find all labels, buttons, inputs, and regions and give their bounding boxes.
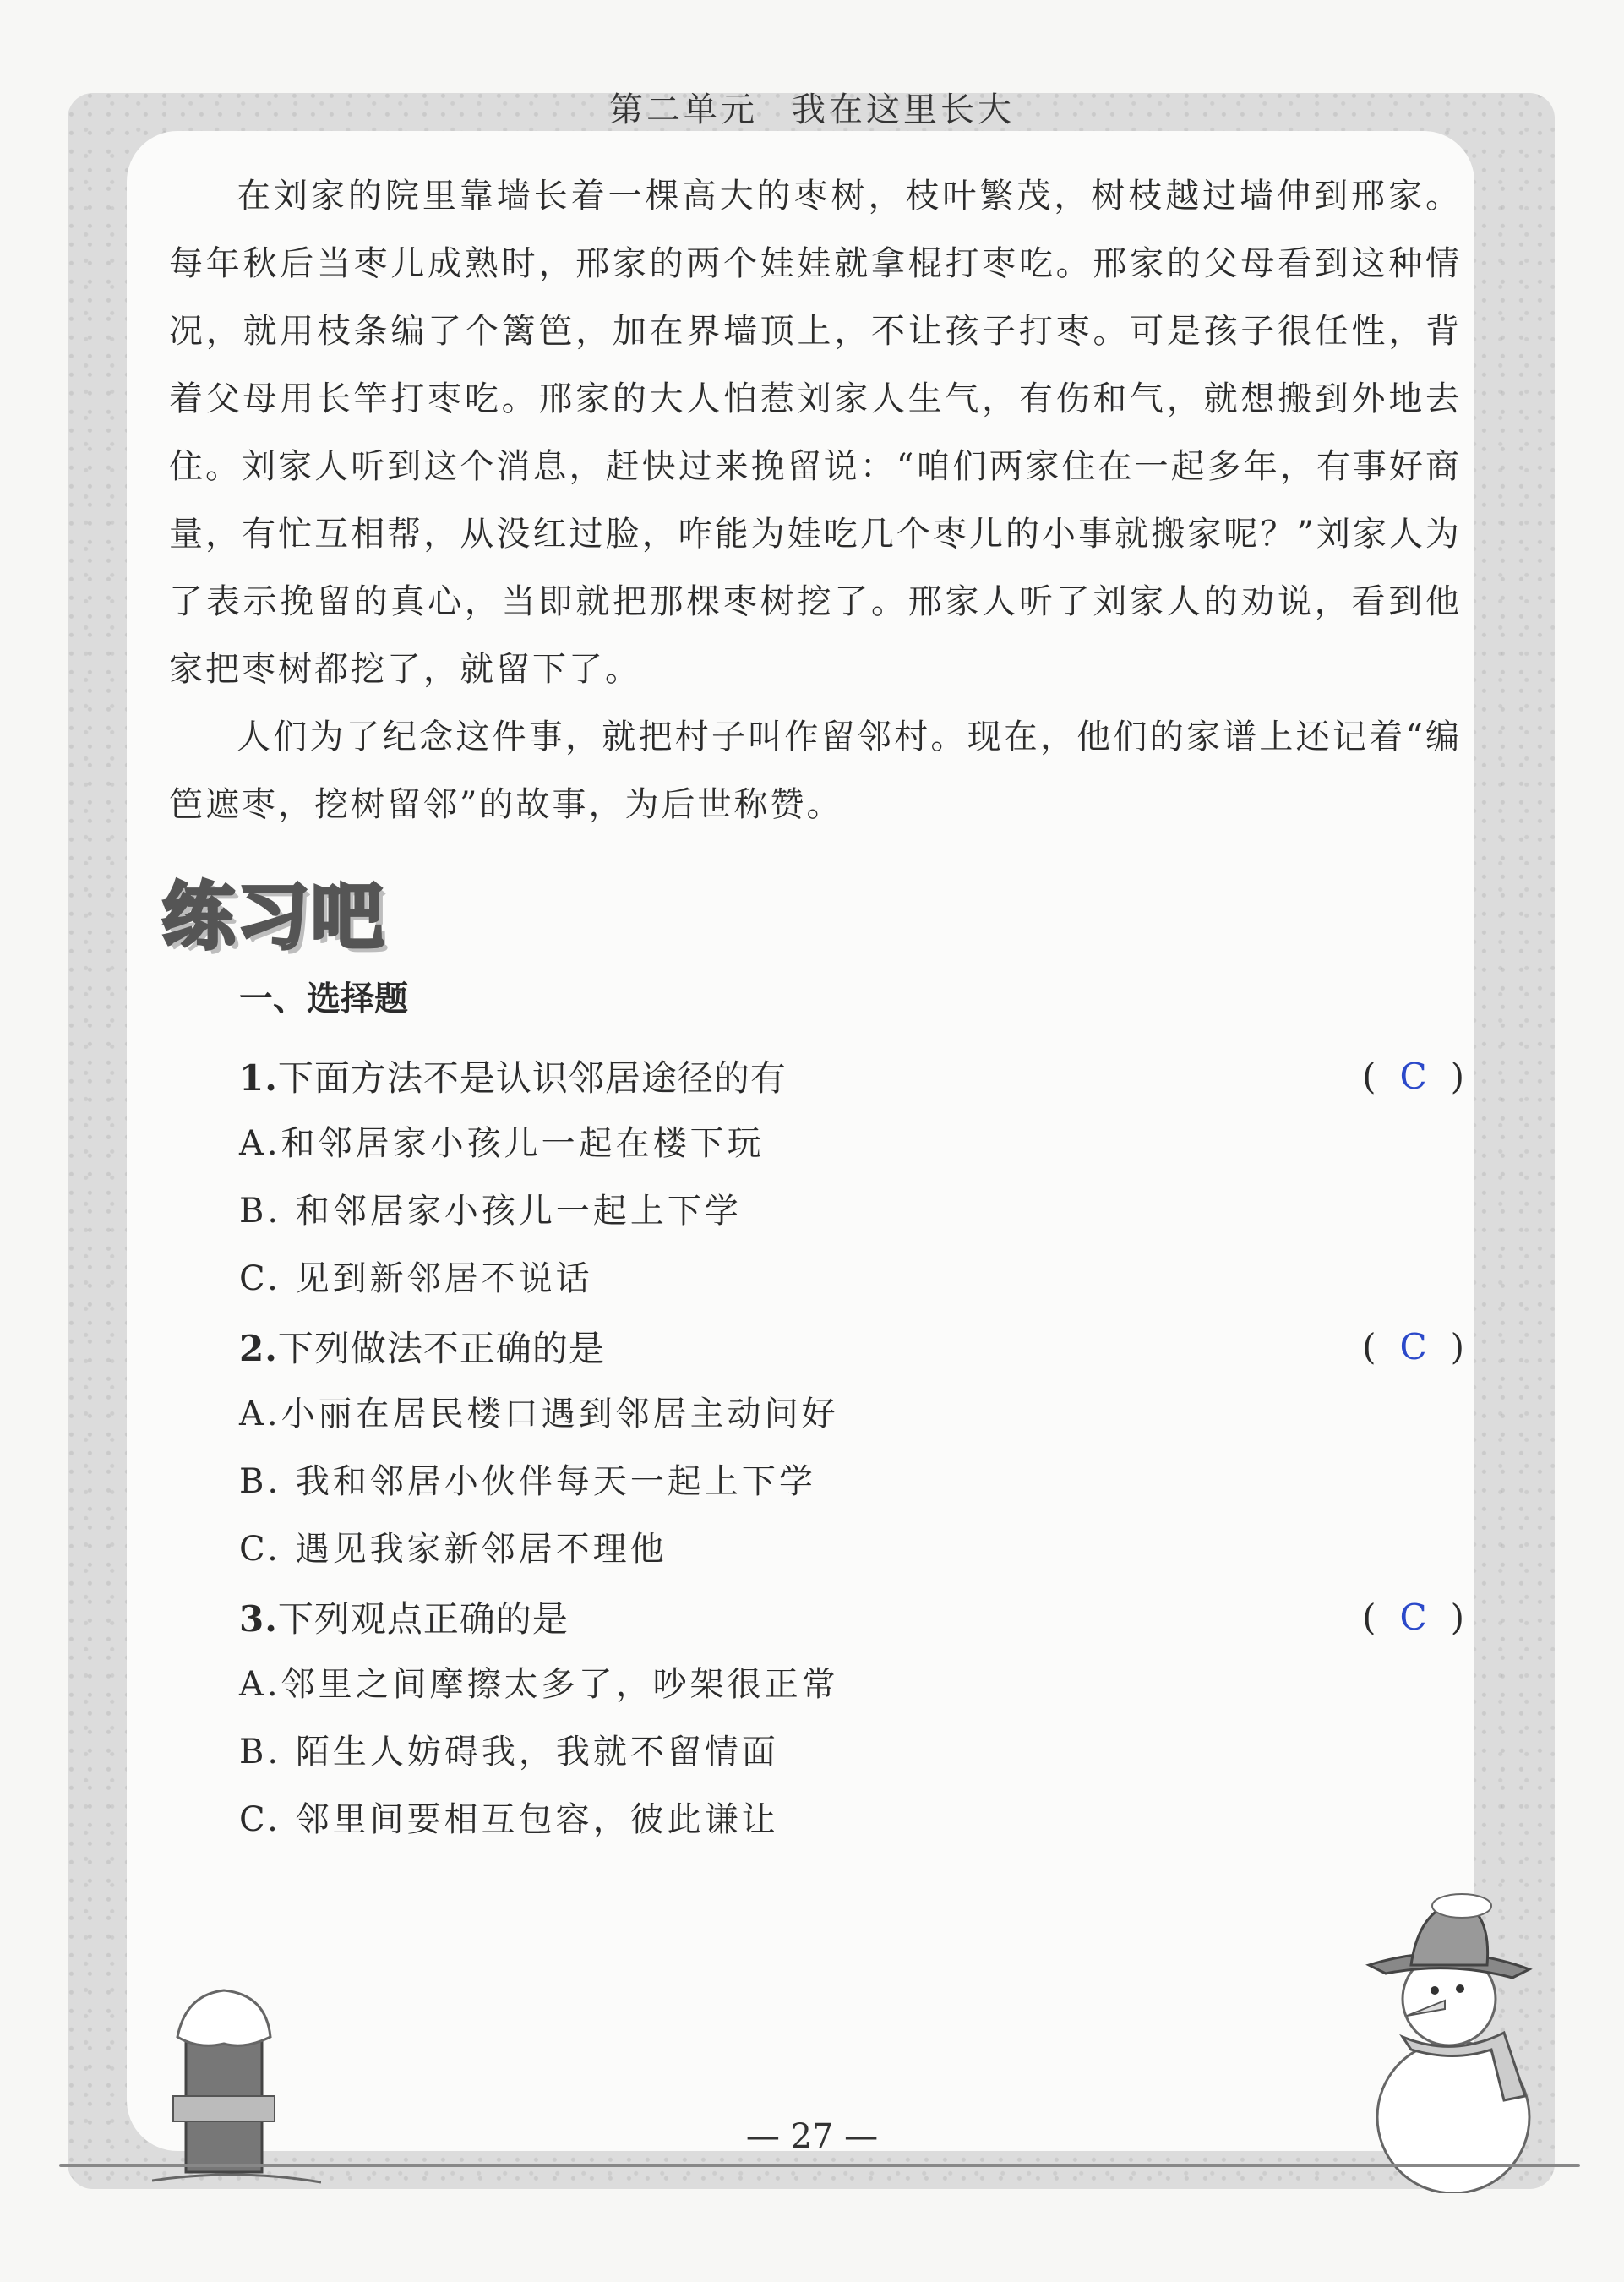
option: A.和邻居家小孩儿一起在楼下玩 [239,1124,765,1163]
unit-label: 第二单元 [609,90,758,129]
option: A.小丽在居民楼口遇到邻居主动问好 [239,1395,839,1433]
unit-title: 我在这里长大 [792,90,1015,129]
passage-paragraph: 在刘家的院里靠墙长着一棵高大的枣树，枝叶繁茂，树枝越过墙伸到邢家。每年秋后当枣儿成熟时，邢家的两个娃娃就拿棍打枣吃。邢家的父母看到这种情况，就用枝条编了个篱笆，加在界墙顶上，不让孩子打枣。可是孩子很任性，背着父母用长竿打枣吃。邢家的大人怕惹刘家人生气，有伤和气，就想搬到外地去住。刘家人听到这个消息，赶快过来挽留说：“咱们两家住在一起多年，有事好商量，有忙互相帮，从没红过脸，咋能为娃吃几个枣儿的小事就搬家呢？”刘家人为了表示挽留的真心，当即就把那棵枣树挖了。邢家人听了刘家人的劝说，看到他家把枣树都挖了，就留下了。 [169,177,1462,689]
option: C. 邻里间要相互包容，彼此谦让 [239,1800,779,1839]
page-header [0,83,1624,131]
question-number: 2. [239,1328,278,1369]
reading-passage [169,162,1462,838]
passage-paragraph: 人们为了纪念这件事，就把村子叫作留邻村。现在，他们的家谱上还记着“编笆遮枣，挖树留邻”的故事，为后世称赞。 [169,718,1462,824]
question-number: 3. [239,1598,278,1640]
question [239,1583,1464,1853]
option: B. 陌生人妨碍我，我就不留情面 [239,1733,779,1772]
answer-bracket: ( C ) [1362,1596,1464,1638]
section-title: 练习吧 [162,875,385,959]
page-number: — 27 — [745,2117,879,2156]
question [239,1042,1464,1313]
answer-bracket: ( C ) [1362,1055,1464,1097]
option: C. 遇见我家新邻居不理他 [239,1530,668,1569]
snowy-post-illustration [152,1969,321,2189]
ground-line [59,2164,1580,2167]
question-number: 1. [239,1057,278,1099]
answer-letter: C [1399,1596,1427,1638]
answer-bracket: ( C ) [1362,1325,1464,1368]
answer-letter: C [1399,1055,1427,1097]
option: B. 和邻居家小孩儿一起上下学 [239,1192,742,1231]
part-heading: 一、选择题 [239,979,408,1018]
exercise-block [239,972,1464,1853]
option: B. 我和邻居小伙伴每天一起上下学 [239,1462,816,1501]
option: C. 见到新邻居不说话 [239,1259,593,1298]
option: A.邻里之间摩擦太多了，吵架很正常 [239,1665,839,1704]
question-stem: 1.下面方法不是认识邻居途径的有 [239,1057,787,1099]
question-stem: 2.下列做法不正确的是 [239,1328,605,1369]
question-stem: 3.下列观点正确的是 [239,1598,569,1640]
question [239,1313,1464,1583]
answer-letter: C [1399,1325,1427,1368]
